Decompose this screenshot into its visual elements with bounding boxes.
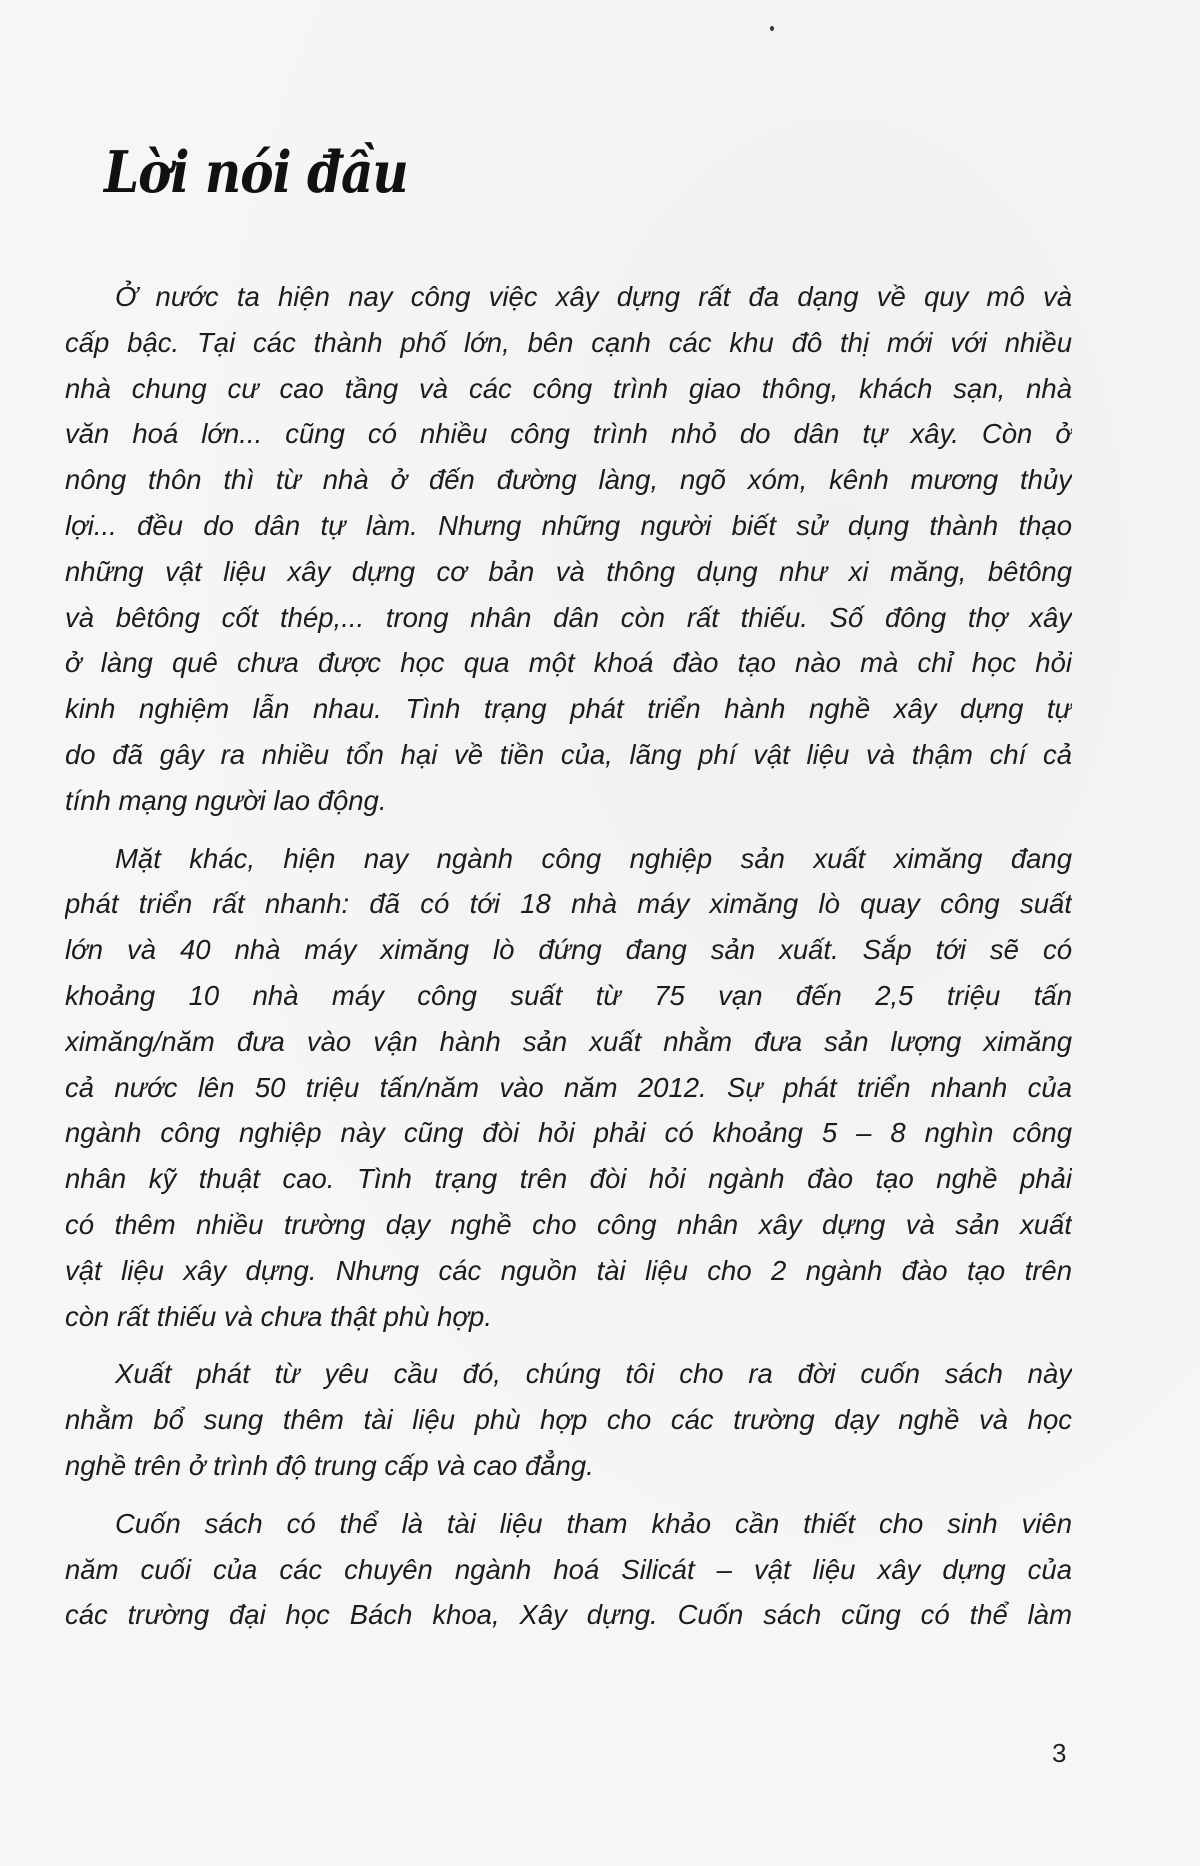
text-line: lớn và 40 nhà máy ximăng lò đứng đang sản xuất. Sắp tới sẽ có xyxy=(65,934,1072,966)
text-line: những vật liệu xây dựng cơ bản và thông dụng như xi măng, bêtông xyxy=(65,555,1072,587)
text-line: Mặt khác, hiện nay ngành công nghiệp sản xuất ximăng đang xyxy=(115,842,1072,874)
text-line: Cuốn sách có thể là tài liệu tham khảo cần thiết cho sinh viên xyxy=(115,1507,1072,1539)
text-line: nhằm bổ sung thêm tài liệu phù hợp cho các trường dạy nghề và học xyxy=(65,1404,1072,1436)
text-line: và bêtông cốt thép,... trong nhân dân còn rất thiếu. Số đông thợ xây xyxy=(65,601,1072,633)
body-text xyxy=(65,274,1072,1650)
text-line: vật liệu xây dựng. Nhưng các nguồn tài liệu cho 2 ngành đào tạo trên xyxy=(65,1254,1072,1286)
text-line: nghề trên ở trình độ trung cấp và cao đẳng. xyxy=(65,1449,594,1481)
text-line: còn rất thiếu và chưa thật phù hợp. xyxy=(65,1300,492,1332)
text-line: lợi... đều do dân tự làm. Nhưng những người biết sử dụng thành thạo xyxy=(65,509,1072,541)
text-line: ở làng quê chưa được học qua một khoá đào tạo nào mà chỉ học hỏi xyxy=(65,647,1072,679)
paragraph xyxy=(65,1501,1072,1638)
text-line: nông thôn thì từ nhà ở đến đường làng, ngõ xóm, kênh mương thủy xyxy=(65,464,1072,496)
text-line: kinh nghiệm lẫn nhau. Tình trạng phát triển hành nghề xây dựng tự xyxy=(65,693,1072,725)
text-line: cấp bậc. Tại các thành phố lớn, bên cạnh các khu đô thị mới với nhiều xyxy=(65,326,1072,358)
text-line: phát triển rất nhanh: đã có tới 18 nhà máy ximăng lò quay công suất xyxy=(65,888,1072,920)
paragraph xyxy=(65,1351,1072,1488)
text-line: nhà chung cư cao tầng và các công trình giao thông, khách sạn, nhà xyxy=(65,372,1072,404)
text-line: Xuất phát từ yêu cầu đó, chúng tôi cho ra đời cuốn sách này xyxy=(115,1358,1072,1390)
text-line: nhân kỹ thuật cao. Tình trạng trên đòi hỏi ngành đào tạo nghề phải xyxy=(65,1163,1072,1195)
text-line: năm cuối của các chuyên ngành hoá Silicát – vật liệu xây dựng của xyxy=(65,1553,1072,1585)
text-line: văn hoá lớn... cũng có nhiều công trình nhỏ do dân tự xây. Còn ở xyxy=(65,418,1072,450)
text-line: cả nước lên 50 triệu tấn/năm vào năm 2012. Sự phát triển nhanh của xyxy=(65,1071,1072,1103)
text-line: do đã gây ra nhiều tổn hại về tiền của, lãng phí vật liệu và thậm chí cả xyxy=(65,738,1072,770)
paragraph xyxy=(65,274,1072,824)
text-line: có thêm nhiều trường dạy nghề cho công nhân xây dựng và sản xuất xyxy=(65,1208,1072,1240)
text-line: ngành công nghiệp này cũng đòi hỏi phải có khoảng 5 – 8 nghìn công xyxy=(65,1117,1072,1149)
text-line: Ở nước ta hiện nay công việc xây dựng rất đa dạng về quy mô và xyxy=(115,281,1072,312)
scan-speck xyxy=(770,26,774,31)
page-title: Lời nói đầu xyxy=(104,138,408,206)
page-number: 3 xyxy=(1052,1738,1067,1768)
text-line: các trường đại học Bách khoa, Xây dựng. Cuốn sách cũng có thể làm xyxy=(65,1599,1072,1631)
text-line: khoảng 10 nhà máy công suất từ 75 vạn đến 2,5 triệu tấn xyxy=(65,979,1072,1011)
paragraph xyxy=(65,836,1072,1340)
text-line: tính mạng người lao động. xyxy=(65,784,387,816)
text-line: ximăng/năm đưa vào vận hành sản xuất nhằm đưa sản lượng ximăng xyxy=(65,1025,1072,1057)
